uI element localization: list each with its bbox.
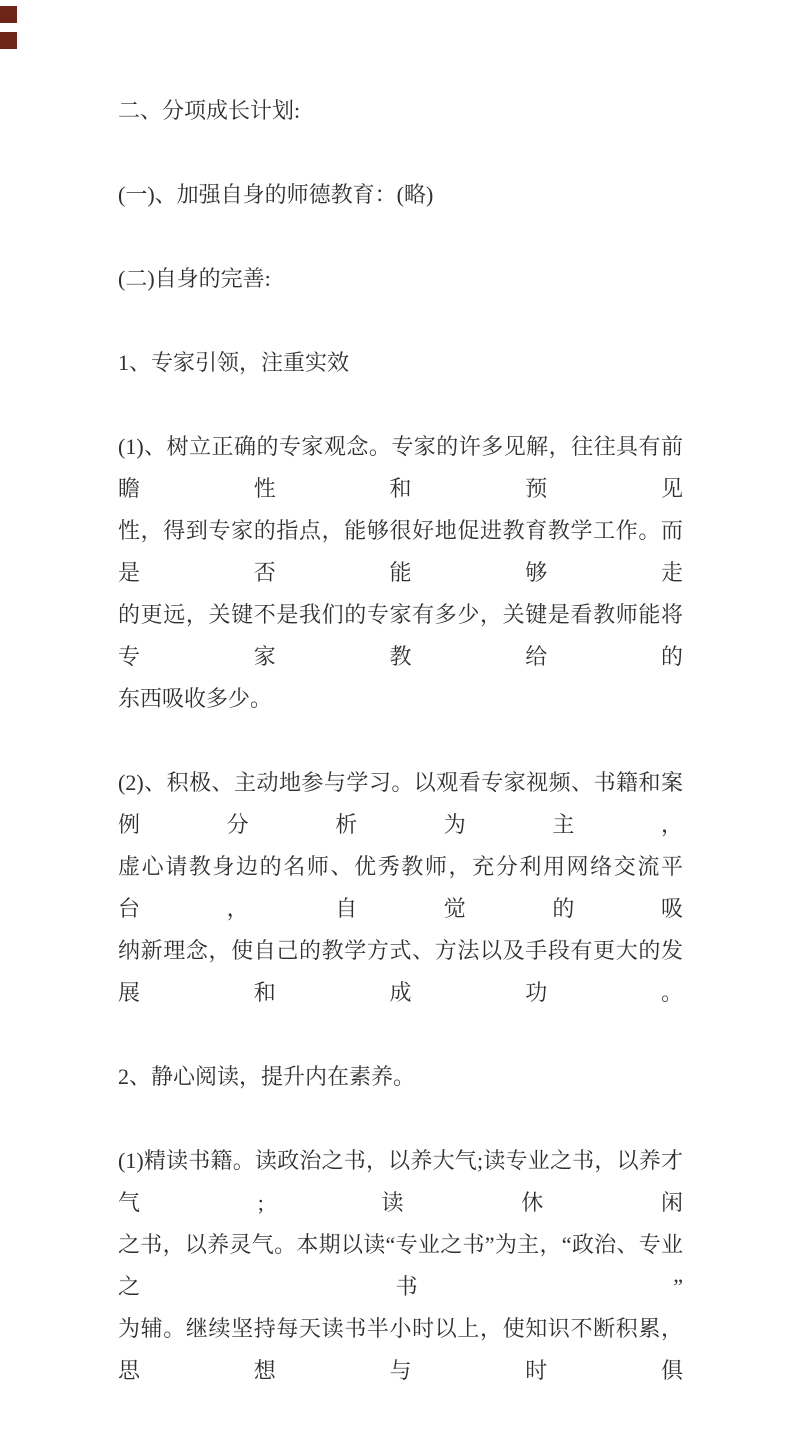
paragraph bbox=[118, 1140, 683, 1392]
paragraph-line: 虚心请教身边的名师、优秀教师，充分利用网络交流平台，自觉的吸 bbox=[118, 854, 683, 921]
item-heading-1: 1、专家引领，注重实效 bbox=[118, 350, 350, 375]
paragraph-line: 为辅。继续坚持每天读书半小时以上，使知识不断积累，思想与时俱 bbox=[118, 1316, 683, 1383]
subsection-heading-2: (二)自身的完善: bbox=[118, 266, 271, 291]
paragraph-line: 性，得到专家的指点，能够很好地促进教育教学工作。而是否能够走 bbox=[118, 518, 683, 585]
paragraph bbox=[118, 426, 683, 720]
paragraph-line: 东西吸收多少。 bbox=[118, 686, 273, 711]
paragraph-line: 的更远，关键不是我们的专家有多少，关键是看教师能将专家教给的 bbox=[118, 602, 683, 669]
paragraph bbox=[118, 762, 683, 1014]
paragraph-line: 之书，以养灵气。本期以读“专业之书”为主，“政治、专业之书” bbox=[118, 1232, 683, 1299]
paragraph-line: 纳新理念，使自己的教学方式、方法以及手段有更大的发展和成功。 bbox=[118, 938, 683, 1005]
paragraph-line: (2)、积极、主动地参与学习。以观看专家视频、书籍和案例分析为主， bbox=[118, 770, 683, 837]
subsection-heading-1: (一)、加强自身的师德教育：(略) bbox=[118, 182, 434, 207]
paragraph-line: (1)精读书籍。读政治之书，以养大气;读专业之书，以养才气;读休闲 bbox=[118, 1148, 683, 1215]
section-heading-main: 二、分项成长计划: bbox=[118, 98, 301, 123]
item-heading-2: 2、静心阅读，提升内在素养。 bbox=[118, 1064, 416, 1089]
paragraph-line: (1)、树立正确的专家观念。专家的许多见解，往往具有前瞻性和预见 bbox=[118, 434, 683, 501]
